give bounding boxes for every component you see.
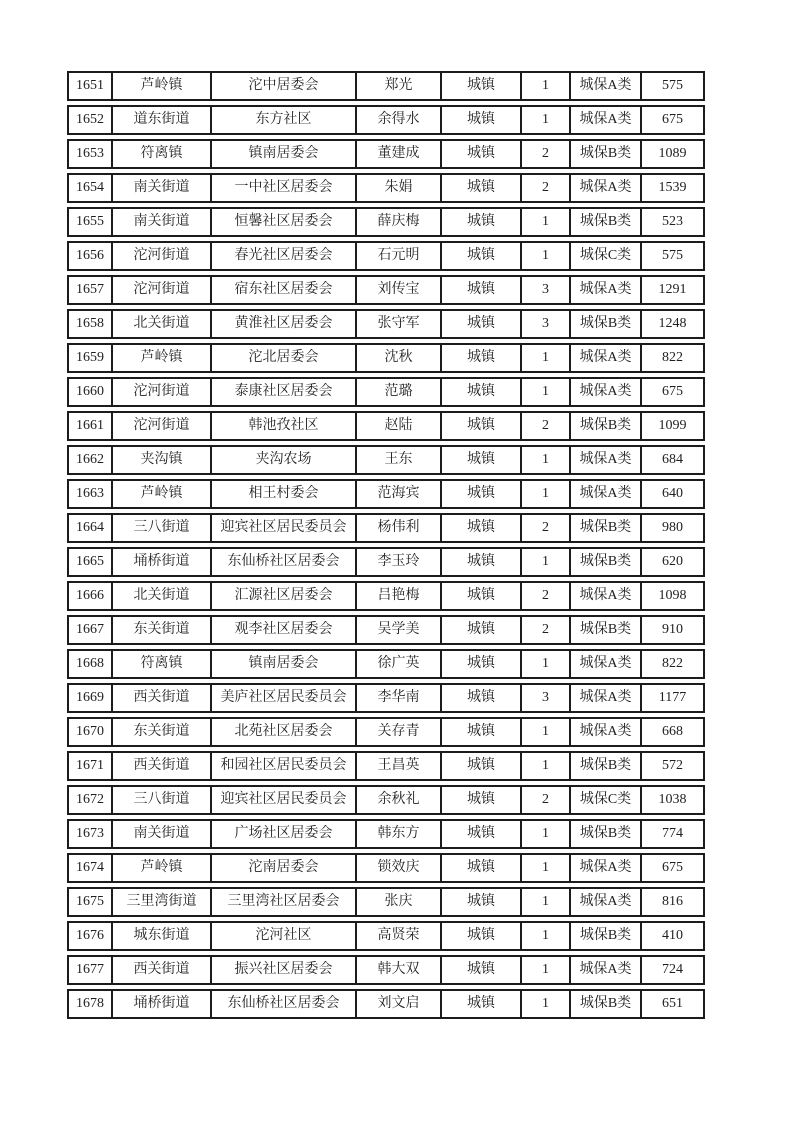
cell-person-count: 3 — [522, 685, 571, 711]
cell-township-street: 东关街道 — [113, 719, 212, 745]
cell-township-street: 南关街道 — [113, 175, 212, 201]
cell-community: 黄淮社区居委会 — [212, 311, 357, 337]
cell-person-count: 1 — [522, 855, 571, 881]
table-row — [67, 887, 705, 917]
records-table — [67, 71, 705, 1019]
cell-serial-number: 1653 — [69, 141, 113, 167]
cell-amount: 675 — [662, 860, 683, 875]
cell-household-type: 城镇 — [442, 515, 522, 541]
cell-person-name: 范海宾 — [357, 481, 442, 507]
cell-person-name: 董建成 — [357, 141, 442, 167]
cell-household-type: 城镇 — [442, 651, 522, 677]
cell-person-name: 余得水 — [357, 107, 442, 133]
table-row — [67, 921, 705, 951]
cell-person-name: 余秋礼 — [357, 787, 442, 813]
cell-community: 迎宾社区居民委员会 — [212, 787, 357, 813]
cell-community: 一中社区居委会 — [212, 175, 357, 201]
cell-assistance-category: 城保A类 — [571, 481, 642, 507]
cell-person-name: 沈秋 — [357, 345, 442, 371]
cell-assistance-category: 城保B类 — [571, 923, 642, 949]
cell-serial-number: 1677 — [69, 957, 113, 983]
table-row — [67, 683, 705, 713]
table-row — [67, 989, 705, 1019]
cell-person-count: 3 — [522, 277, 571, 303]
cell-community: 沱中居委会 — [212, 73, 357, 99]
table-row — [67, 649, 705, 679]
cell-household-type: 城镇 — [442, 957, 522, 983]
cell-community: 沱南居委会 — [212, 855, 357, 881]
cell-township-street: 北关街道 — [113, 311, 212, 337]
cell-person-count: 1 — [522, 345, 571, 371]
cell-township-street: 沱河街道 — [113, 413, 212, 439]
cell-amount: 822 — [662, 350, 683, 365]
cell-community: 恒馨社区居委会 — [212, 209, 357, 235]
cell-serial-number: 1678 — [69, 991, 113, 1017]
cell-amount: 1099 — [658, 418, 687, 433]
cell-community: 韩池孜社区 — [212, 413, 357, 439]
cell-household-type: 城镇 — [442, 243, 522, 269]
cell-household-type: 城镇 — [442, 73, 522, 99]
cell-township-street: 夹沟镇 — [113, 447, 212, 473]
table-row — [67, 717, 705, 747]
cell-household-type: 城镇 — [442, 141, 522, 167]
cell-serial-number: 1672 — [69, 787, 113, 813]
cell-serial-number: 1658 — [69, 311, 113, 337]
cell-amount: 651 — [662, 996, 683, 1011]
cell-community: 镇南居委会 — [212, 141, 357, 167]
cell-serial-number: 1674 — [69, 855, 113, 881]
cell-assistance-category: 城保A类 — [571, 583, 642, 609]
cell-person-count: 1 — [522, 107, 571, 133]
cell-township-street: 芦岭镇 — [113, 481, 212, 507]
cell-household-type: 城镇 — [442, 447, 522, 473]
cell-household-type: 城镇 — [442, 821, 522, 847]
cell-community: 广场社区居委会 — [212, 821, 357, 847]
cell-serial-number: 1651 — [69, 73, 113, 99]
cell-serial-number: 1675 — [69, 889, 113, 915]
cell-person-count: 1 — [522, 209, 571, 235]
cell-household-type: 城镇 — [442, 855, 522, 881]
cell-community: 沱北居委会 — [212, 345, 357, 371]
cell-township-street: 沱河街道 — [113, 379, 212, 405]
cell-household-type: 城镇 — [442, 107, 522, 133]
cell-serial-number: 1666 — [69, 583, 113, 609]
cell-assistance-category: 城保B类 — [571, 991, 642, 1017]
cell-person-count: 1 — [522, 991, 571, 1017]
cell-township-street: 芦岭镇 — [113, 345, 212, 371]
cell-person-count: 1 — [522, 481, 571, 507]
cell-person-name: 吕艳梅 — [357, 583, 442, 609]
cell-person-name: 王东 — [357, 447, 442, 473]
cell-amount: 910 — [662, 622, 683, 637]
table-row — [67, 819, 705, 849]
cell-household-type: 城镇 — [442, 311, 522, 337]
cell-household-type: 城镇 — [442, 889, 522, 915]
cell-person-count: 1 — [522, 549, 571, 575]
cell-person-name: 关存青 — [357, 719, 442, 745]
cell-household-type: 城镇 — [442, 685, 522, 711]
table-row — [67, 411, 705, 441]
cell-township-street: 符离镇 — [113, 141, 212, 167]
cell-serial-number: 1659 — [69, 345, 113, 371]
cell-township-street: 沱河街道 — [113, 243, 212, 269]
cell-community: 汇源社区居委会 — [212, 583, 357, 609]
cell-community: 振兴社区居委会 — [212, 957, 357, 983]
cell-community: 泰康社区居委会 — [212, 379, 357, 405]
cell-serial-number: 1673 — [69, 821, 113, 847]
cell-amount: 684 — [662, 452, 683, 467]
cell-township-street: 埇桥街道 — [113, 549, 212, 575]
cell-assistance-category: 城保A类 — [571, 175, 642, 201]
cell-person-count: 1 — [522, 447, 571, 473]
cell-household-type: 城镇 — [442, 481, 522, 507]
cell-community: 东仙桥社区居委会 — [212, 549, 357, 575]
cell-person-name: 赵陆 — [357, 413, 442, 439]
cell-community: 美庐社区居民委员会 — [212, 685, 357, 711]
cell-person-count: 1 — [522, 651, 571, 677]
cell-amount: 1098 — [658, 588, 687, 603]
cell-person-count: 2 — [522, 787, 571, 813]
table-row — [67, 445, 705, 475]
cell-assistance-category: 城保A类 — [571, 447, 642, 473]
cell-household-type: 城镇 — [442, 345, 522, 371]
cell-assistance-category: 城保A类 — [571, 73, 642, 99]
table-row — [67, 139, 705, 169]
cell-amount: 1291 — [658, 282, 687, 297]
cell-community: 三里湾社区居委会 — [212, 889, 357, 915]
cell-household-type: 城镇 — [442, 923, 522, 949]
cell-amount: 572 — [662, 758, 683, 773]
cell-assistance-category: 城保B类 — [571, 617, 642, 643]
cell-serial-number: 1671 — [69, 753, 113, 779]
cell-person-name: 徐广英 — [357, 651, 442, 677]
cell-township-street: 芦岭镇 — [113, 73, 212, 99]
cell-person-name: 锁效庆 — [357, 855, 442, 881]
cell-amount: 575 — [662, 248, 683, 263]
cell-community: 春光社区居委会 — [212, 243, 357, 269]
cell-household-type: 城镇 — [442, 787, 522, 813]
cell-amount: 1177 — [658, 690, 687, 705]
cell-assistance-category: 城保A类 — [571, 889, 642, 915]
table-row — [67, 547, 705, 577]
cell-amount: 1089 — [658, 146, 687, 161]
cell-amount: 980 — [662, 520, 683, 535]
table-row — [67, 479, 705, 509]
table-row — [67, 343, 705, 373]
cell-person-count: 1 — [522, 889, 571, 915]
cell-amount: 668 — [662, 724, 683, 739]
cell-serial-number: 1665 — [69, 549, 113, 575]
cell-assistance-category: 城保B类 — [571, 141, 642, 167]
cell-amount: 675 — [662, 384, 683, 399]
cell-assistance-category: 城保B类 — [571, 549, 642, 575]
cell-household-type: 城镇 — [442, 583, 522, 609]
cell-assistance-category: 城保C类 — [571, 243, 642, 269]
cell-township-street: 埇桥街道 — [113, 991, 212, 1017]
cell-person-count: 1 — [522, 821, 571, 847]
cell-person-count: 1 — [522, 753, 571, 779]
cell-assistance-category: 城保A类 — [571, 277, 642, 303]
cell-township-street: 南关街道 — [113, 821, 212, 847]
table-row — [67, 513, 705, 543]
cell-assistance-category: 城保B类 — [571, 821, 642, 847]
cell-township-street: 南关街道 — [113, 209, 212, 235]
cell-household-type: 城镇 — [442, 753, 522, 779]
table-row — [67, 275, 705, 305]
cell-assistance-category: 城保B类 — [571, 753, 642, 779]
cell-amount: 774 — [662, 826, 683, 841]
cell-person-name: 刘传宝 — [357, 277, 442, 303]
cell-township-street: 符离镇 — [113, 651, 212, 677]
cell-household-type: 城镇 — [442, 413, 522, 439]
cell-person-name: 张守军 — [357, 311, 442, 337]
table-row — [67, 105, 705, 135]
cell-township-street: 三里湾街道 — [113, 889, 212, 915]
cell-serial-number: 1668 — [69, 651, 113, 677]
cell-community: 东方社区 — [212, 107, 357, 133]
cell-person-name: 韩大双 — [357, 957, 442, 983]
cell-amount: 1539 — [658, 180, 687, 195]
cell-assistance-category: 城保A类 — [571, 345, 642, 371]
cell-person-count: 2 — [522, 515, 571, 541]
cell-township-street: 北关街道 — [113, 583, 212, 609]
cell-assistance-category: 城保A类 — [571, 685, 642, 711]
table-row — [67, 955, 705, 985]
cell-household-type: 城镇 — [442, 277, 522, 303]
cell-household-type: 城镇 — [442, 379, 522, 405]
cell-household-type: 城镇 — [442, 175, 522, 201]
cell-assistance-category: 城保B类 — [571, 413, 642, 439]
cell-amount: 620 — [662, 554, 683, 569]
table-row — [67, 377, 705, 407]
cell-community: 宿东社区居委会 — [212, 277, 357, 303]
cell-household-type: 城镇 — [442, 617, 522, 643]
cell-township-street: 三八街道 — [113, 515, 212, 541]
cell-township-street: 西关街道 — [113, 957, 212, 983]
cell-person-count: 2 — [522, 583, 571, 609]
cell-person-name: 朱娟 — [357, 175, 442, 201]
cell-amount: 816 — [662, 894, 683, 909]
cell-community: 镇南居委会 — [212, 651, 357, 677]
cell-township-street: 城东街道 — [113, 923, 212, 949]
cell-person-name: 杨伟利 — [357, 515, 442, 541]
cell-amount: 640 — [662, 486, 683, 501]
cell-amount: 822 — [662, 656, 683, 671]
cell-person-name: 范璐 — [357, 379, 442, 405]
cell-person-count: 2 — [522, 413, 571, 439]
cell-community: 北苑社区居委会 — [212, 719, 357, 745]
cell-person-name: 张庆 — [357, 889, 442, 915]
cell-community: 沱河社区 — [212, 923, 357, 949]
cell-serial-number: 1654 — [69, 175, 113, 201]
table-row — [67, 241, 705, 271]
cell-person-count: 3 — [522, 311, 571, 337]
cell-community: 相王村委会 — [212, 481, 357, 507]
cell-community: 夹沟农场 — [212, 447, 357, 473]
cell-amount: 1038 — [658, 792, 687, 807]
cell-serial-number: 1661 — [69, 413, 113, 439]
table-row — [67, 751, 705, 781]
table-row — [67, 309, 705, 339]
cell-assistance-category: 城保A类 — [571, 107, 642, 133]
cell-person-count: 1 — [522, 719, 571, 745]
cell-person-count: 2 — [522, 617, 571, 643]
cell-amount: 1248 — [658, 316, 687, 331]
cell-assistance-category: 城保C类 — [571, 787, 642, 813]
cell-person-count: 1 — [522, 923, 571, 949]
cell-household-type: 城镇 — [442, 549, 522, 575]
cell-serial-number: 1652 — [69, 107, 113, 133]
cell-person-name: 石元明 — [357, 243, 442, 269]
cell-serial-number: 1667 — [69, 617, 113, 643]
cell-household-type: 城镇 — [442, 719, 522, 745]
cell-serial-number: 1662 — [69, 447, 113, 473]
cell-township-street: 道东街道 — [113, 107, 212, 133]
cell-amount: 410 — [662, 928, 683, 943]
cell-person-name: 李玉玲 — [357, 549, 442, 575]
cell-serial-number: 1669 — [69, 685, 113, 711]
cell-person-name: 李华南 — [357, 685, 442, 711]
cell-community: 东仙桥社区居委会 — [212, 991, 357, 1017]
cell-person-name: 薛庆梅 — [357, 209, 442, 235]
cell-serial-number: 1670 — [69, 719, 113, 745]
cell-amount: 575 — [662, 78, 683, 93]
cell-township-street: 芦岭镇 — [113, 855, 212, 881]
cell-township-street: 沱河街道 — [113, 277, 212, 303]
cell-assistance-category: 城保B类 — [571, 209, 642, 235]
cell-person-count: 1 — [522, 957, 571, 983]
table-row — [67, 853, 705, 883]
table-row — [67, 581, 705, 611]
cell-assistance-category: 城保A类 — [571, 651, 642, 677]
cell-serial-number: 1656 — [69, 243, 113, 269]
table-row — [67, 207, 705, 237]
cell-township-street: 西关街道 — [113, 753, 212, 779]
cell-serial-number: 1676 — [69, 923, 113, 949]
cell-amount: 675 — [662, 112, 683, 127]
cell-assistance-category: 城保A类 — [571, 957, 642, 983]
cell-person-name: 刘文启 — [357, 991, 442, 1017]
cell-assistance-category: 城保B类 — [571, 311, 642, 337]
cell-community: 观李社区居委会 — [212, 617, 357, 643]
cell-person-count: 2 — [522, 141, 571, 167]
cell-amount: 724 — [662, 962, 683, 977]
cell-person-name: 郑光 — [357, 73, 442, 99]
table-row — [67, 173, 705, 203]
cell-assistance-category: 城保A类 — [571, 379, 642, 405]
cell-serial-number: 1663 — [69, 481, 113, 507]
cell-assistance-category: 城保B类 — [571, 515, 642, 541]
cell-community: 迎宾社区居民委员会 — [212, 515, 357, 541]
cell-person-name: 韩东方 — [357, 821, 442, 847]
table-row — [67, 71, 705, 101]
cell-person-name: 王昌英 — [357, 753, 442, 779]
cell-amount: 523 — [662, 214, 683, 229]
cell-household-type: 城镇 — [442, 991, 522, 1017]
cell-community: 和园社区居民委员会 — [212, 753, 357, 779]
cell-person-name: 高贤荣 — [357, 923, 442, 949]
cell-person-count: 1 — [522, 379, 571, 405]
cell-assistance-category: 城保A类 — [571, 855, 642, 881]
cell-township-street: 东关街道 — [113, 617, 212, 643]
cell-person-count: 2 — [522, 175, 571, 201]
cell-person-count: 1 — [522, 243, 571, 269]
cell-serial-number: 1657 — [69, 277, 113, 303]
cell-serial-number: 1660 — [69, 379, 113, 405]
table-row — [67, 615, 705, 645]
cell-person-count: 1 — [522, 73, 571, 99]
cell-household-type: 城镇 — [442, 209, 522, 235]
table-row — [67, 785, 705, 815]
cell-township-street: 西关街道 — [113, 685, 212, 711]
cell-assistance-category: 城保A类 — [571, 719, 642, 745]
cell-serial-number: 1664 — [69, 515, 113, 541]
cell-township-street: 三八街道 — [113, 787, 212, 813]
cell-person-name: 吴学美 — [357, 617, 442, 643]
cell-serial-number: 1655 — [69, 209, 113, 235]
